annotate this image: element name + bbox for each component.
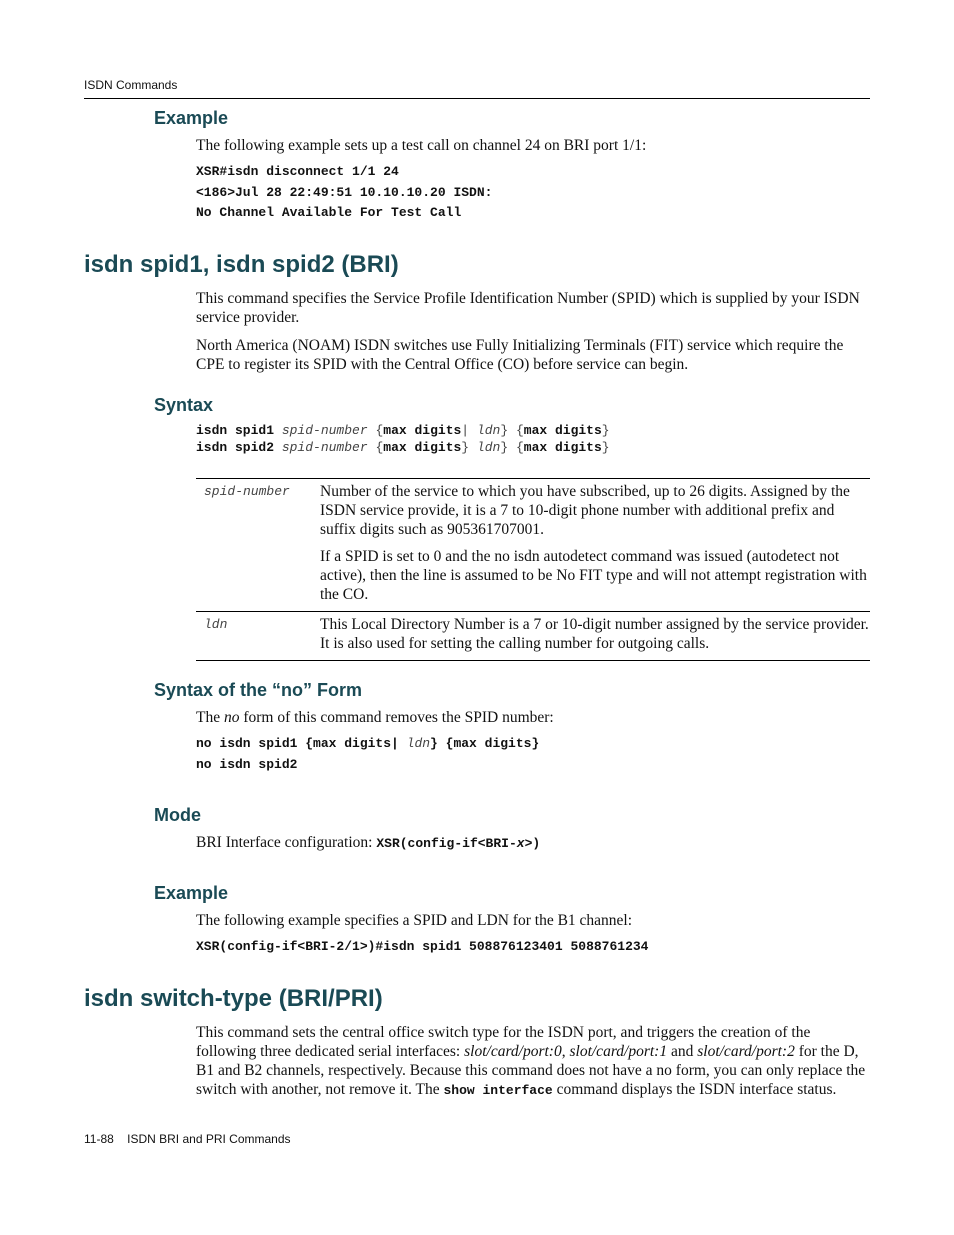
param-description (320, 612, 870, 660)
syntax-line-1 (196, 422, 610, 439)
example-heading: Example (154, 108, 229, 128)
argument: spid-number (281, 423, 368, 438)
argument: ldn (476, 440, 501, 455)
code-line: XSR#isdn disconnect 1/1 24 (196, 164, 399, 179)
text-run: for the D, B1 and B2 channels, respectively. Because this command does not have a no form, you can only replace the switch with another, not remove it. The (196, 1043, 866, 1098)
mode-heading: Mode (154, 805, 201, 825)
brace: { (515, 440, 524, 455)
text-run: command displays the ISDN interface status. (552, 1081, 837, 1098)
command-keyword: isdn spid1 (196, 423, 275, 438)
param-desc-para: This Local Directory Number is a 7 or 10-digit number assigned by the service provider. It is also used for setting the calling number for outgoing calls. (320, 616, 869, 652)
text-run: form of this command removes the SPID number: (239, 709, 554, 726)
param-desc-para: If a SPID is set to 0 and the no isdn autodetect command was issued (autodetect not active), then the line is assumed to be No FIT type and will not attempt registration with the CO. (320, 548, 867, 603)
text-run: and (667, 1043, 698, 1060)
example-intro: The following example sets up a test call on channel 24 on BRI port 1/1: (196, 137, 647, 154)
param-name: spid-number (204, 484, 290, 499)
text-run: BRI Interface configuration: (196, 834, 377, 851)
text-run: This command sets the central office switch type for the ISDN port, and triggers the creation of the following three dedicated serial interfaces: (196, 1024, 811, 1060)
argument: spid-number (281, 440, 368, 455)
no-form-heading: Syntax of the “no” Form (154, 680, 363, 700)
header-rule (84, 98, 870, 99)
inline-command: show interface (443, 1083, 553, 1098)
example-heading: Example (154, 883, 229, 903)
brace: { (375, 423, 384, 438)
keyword: max digits (523, 423, 602, 438)
section-title-switch-type: isdn switch-type (BRI/PRI) (84, 985, 383, 1012)
keyword: max digits (383, 440, 462, 455)
brace: { (375, 440, 384, 455)
code-line (196, 734, 539, 755)
param-name: ldn (204, 617, 228, 632)
switch-type-description (196, 1023, 870, 1100)
keyword: max digits (523, 440, 602, 455)
separator: } (461, 440, 470, 455)
section-title-spid: isdn spid1, isdn spid2 (BRI) (84, 251, 399, 278)
separator: | (461, 423, 470, 438)
interface-name: slot/card/port:1 (569, 1043, 668, 1060)
argument: ldn (476, 423, 501, 438)
mode-description (196, 833, 870, 853)
brace: } (500, 423, 509, 438)
page-footer: 11-88 ISDN BRI and PRI Commands (84, 1132, 291, 1146)
code-run: } {max digits} (430, 736, 540, 751)
keyword: max digits (383, 423, 462, 438)
mode-code: XSR(config-if<BRI-x>) (376, 836, 541, 851)
interface-name: slot/card/port:0 (464, 1043, 562, 1060)
brace: } (500, 440, 509, 455)
syntax-code-block (196, 422, 610, 456)
param-row (196, 611, 870, 660)
emphasis: no (223, 709, 240, 726)
param-description (320, 479, 870, 611)
spid-noam-description: North America (NOAM) ISDN switches use Fully Initializing Terminals (FIT) service which require the CPE to register its SPID with the Central Office (CO) before service can begin. (196, 337, 844, 373)
spid-description: This command specifies the Service Profile Identification Number (SPID) which is supplied by your ISDN service provider. (196, 290, 860, 326)
running-header: ISDN Commands (84, 78, 178, 92)
param-row (196, 479, 870, 611)
brace: { (515, 423, 524, 438)
syntax-line-2 (196, 439, 610, 456)
syntax-heading: Syntax (154, 395, 214, 415)
code-line: <186>Jul 28 22:49:51 10.10.10.20 ISDN: (196, 184, 493, 200)
interface-name: slot/card/port:2 (697, 1043, 795, 1060)
argument: ldn (406, 736, 431, 751)
code-line: no isdn spid2 (196, 756, 298, 772)
text-run: The (196, 709, 224, 726)
no-form-description (196, 708, 870, 727)
example-code-block (196, 162, 492, 224)
brace: } (601, 440, 610, 455)
code-run: no isdn spid1 {max digits| (196, 736, 407, 751)
brace: } (601, 423, 610, 438)
example-code-line: XSR(config-if<BRI-2/1>)#isdn spid1 508876123401 5088761234 (196, 939, 649, 954)
text-run: , (561, 1043, 570, 1060)
command-keyword: isdn spid2 (196, 440, 275, 455)
example-intro: The following example specifies a SPID and LDN for the B1 channel: (196, 912, 633, 929)
code-line: No Channel Available For Test Call (196, 205, 462, 220)
parameter-table (196, 478, 870, 661)
no-form-code-block (196, 734, 539, 775)
param-desc-para: Number of the service to which you have subscribed, up to 26 digits. Assigned by the ISDN service provide, it is a 7 to 10-digit phone number with additional prefix and suffix digits such as 905361707001. (320, 483, 850, 538)
